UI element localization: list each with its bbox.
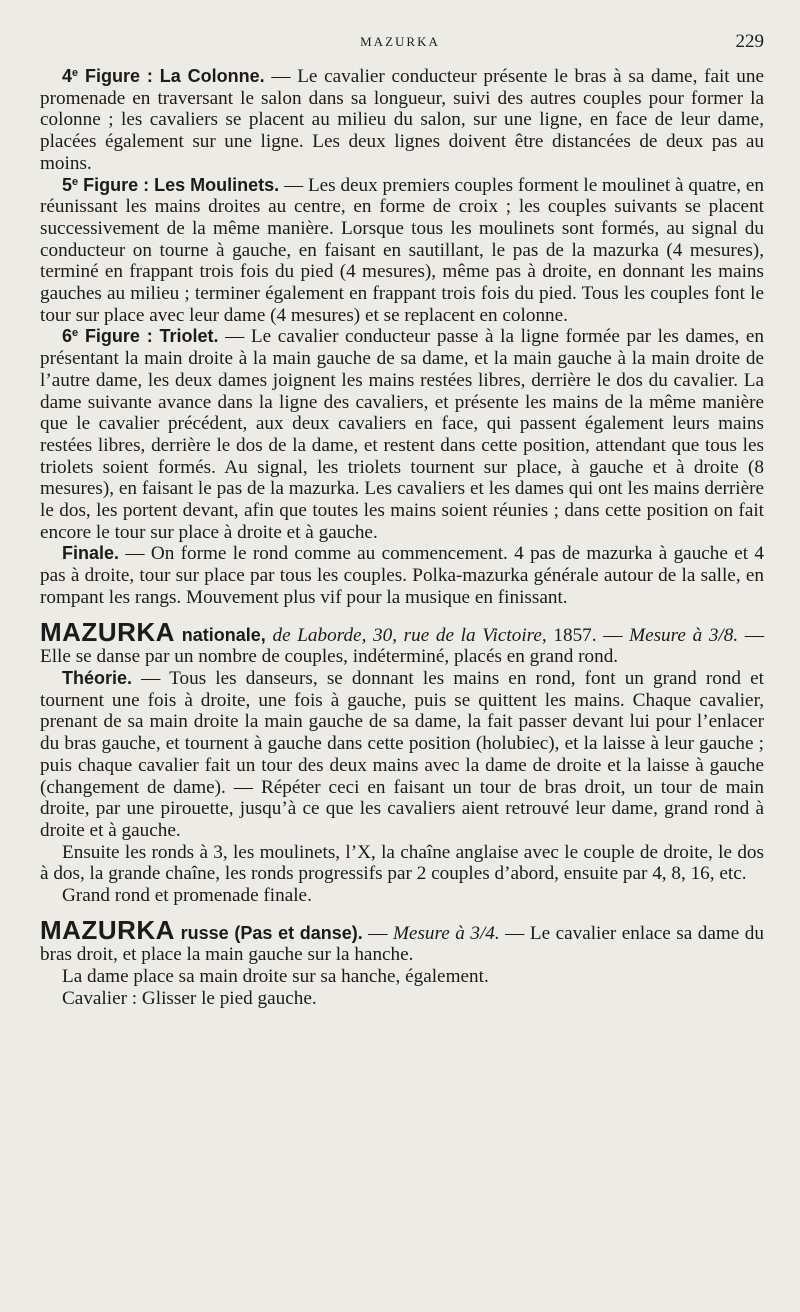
entry-year: 1857. — xyxy=(546,624,630,646)
figure-6-heading: 6e Figure : Triolet. xyxy=(62,326,219,347)
page-number: 229 xyxy=(735,31,764,52)
figure-4-heading: 4e Figure : La Colonne. xyxy=(62,66,265,86)
entry-text: — Elle se danse par un nombre de couples, indéterminé, placés en grand rond. xyxy=(40,624,765,668)
figure-6-paragraph xyxy=(40,326,764,543)
finale-paragraph xyxy=(40,543,764,608)
figure-4-paragraph xyxy=(40,66,764,175)
figure-5-paragraph xyxy=(40,175,764,327)
entry-dash: — xyxy=(362,922,393,944)
entry-text: — Le cavalier enlace sa dame du bras droit, et place la main gauche sur la hanche. xyxy=(40,922,764,966)
entry-measure: Mesure à 3/4. xyxy=(392,922,500,944)
theorie-heading: Théorie. xyxy=(62,667,133,688)
dame-instruction: La dame place sa main droite sur sa hanche, également. xyxy=(62,966,489,988)
theorie-paragraph xyxy=(40,668,764,842)
finale-heading: Finale. xyxy=(62,543,120,564)
cavalier-instruction: Cavalier : Glisser le pied gauche. xyxy=(62,987,317,1009)
entry-qualifier: nationale, xyxy=(174,624,266,645)
entry-measure: Mesure à 3/8. xyxy=(629,624,739,646)
finale-text: — On forme le rond comme au commencement. 4 pas de mazurka à gauche et 4 pas à droite, tour sur place par tous les couples. Polka-mazurka générale autour de la salle, en rompant les rangs. Mouvement plus vif pour la musique en finissant. xyxy=(40,543,764,608)
entry-mazurka-nationale xyxy=(40,616,765,668)
figure-5-text: — Les deux premiers couples forment le moulinet à quatre, en réunissant les mains droites au centre, en forme de croix ; les couples suivants se placent successivement de la même manière. Lorsque tous les moulinets sont formés, au signal du conducteur on tourne à gauche, en faisant en sautillant, le pas de la mazurka (4 mesures), terminé en frappant trois fois du pied (4 mesures), même pas à droite, en donnant les mains gauches au milieu ; terminer également en frappant trois fois du pied. Tous les couples font le tour sur place avec leur dame (4 mesures) et se replacent en colonne. xyxy=(40,174,765,326)
entry-source: de Laborde, 30, rue de la Victoire, xyxy=(265,624,547,646)
figure-4-text: — Le cavalier conducteur présente le bras à sa dame, fait une promenade en traversant le salon dans sa longueur, suivi des autres couples pour former la colonne ; les cavaliers se placent au milieu du salon, sur une ligne, en face de leur dame, placées également sur une ligne. Les deux lignes doivent être distancées de deux pas au moins. xyxy=(40,66,764,174)
running-title: MAZURKA xyxy=(360,34,440,49)
entry-mazurka-russe xyxy=(40,914,764,966)
figure-5-heading: 5e Figure : Les Moulinets. xyxy=(62,174,280,195)
entry-headword: MAZURKA xyxy=(40,914,175,945)
figure-6-text: — Le cavalier conducteur passe à la ligne formée par les dames, en présentant la main droite à la main gauche de sa dame, et la main gauche à la main droite de l’autre dame, les deux dames joignent les mains restées libres, derrière le dos du cavalier. La dame suivante avance dans la ligne des cavaliers, et présente les mains de la même manière que le cavalier précédent, aux deux cavaliers en face, qui passent également leurs mains restées libres, derrière le dos de la dame, et restent dans cette position, attendant que tous les triolets soient formés. Au signal, les triolets tournent sur place, à gauche et à droite (8 mesures), en faisant le pas de la mazurka. Les cavaliers et les dames qui ont les mains derrière le dos, les portent devant, afin que toutes les mains soient réunies ; dans cette position on fait encore le tour sur place à droite et à gauche. xyxy=(40,326,764,543)
body-text xyxy=(40,66,764,1010)
figures-list-paragraph: Ensuite les ronds à 3, les moulinets, l’X, la chaîne anglaise avec le couple de droite, le dos à dos, la grande chaîne, les ronds progressifs par 2 couples d’abord, ensuite par 4, 8, 16, etc. xyxy=(40,841,764,885)
entry-headword: MAZURKA xyxy=(40,616,175,647)
theorie-text: — Tous les danseurs, se donnant les mains en rond, font un grand rond et tournent une fois à droite, une fois à gauche, puis se quittent les mains. Chaque cavalier, prenant de sa main droite la main gauche de sa dame, la fait passer devant lui pour l’enlacer du bras gauche, et tournent à gauche dans cette position (holubiec), et la laisse à leur gauche ; puis chaque cavalier fait un tour des deux mains avec la dame de droite et la laisse à gauche (changement de dame). — Répéter ceci en faisant un tour de bras droit, un tour de main droite, par une pirouette, jusqu’à ce que les cavaliers aient retrouvé leur dame, grand rond à droite et à gauche. xyxy=(40,667,764,841)
entry-qualifier: russe (Pas et danse). xyxy=(174,922,363,943)
closing-paragraph: Grand rond et promenade finale. xyxy=(62,885,312,907)
